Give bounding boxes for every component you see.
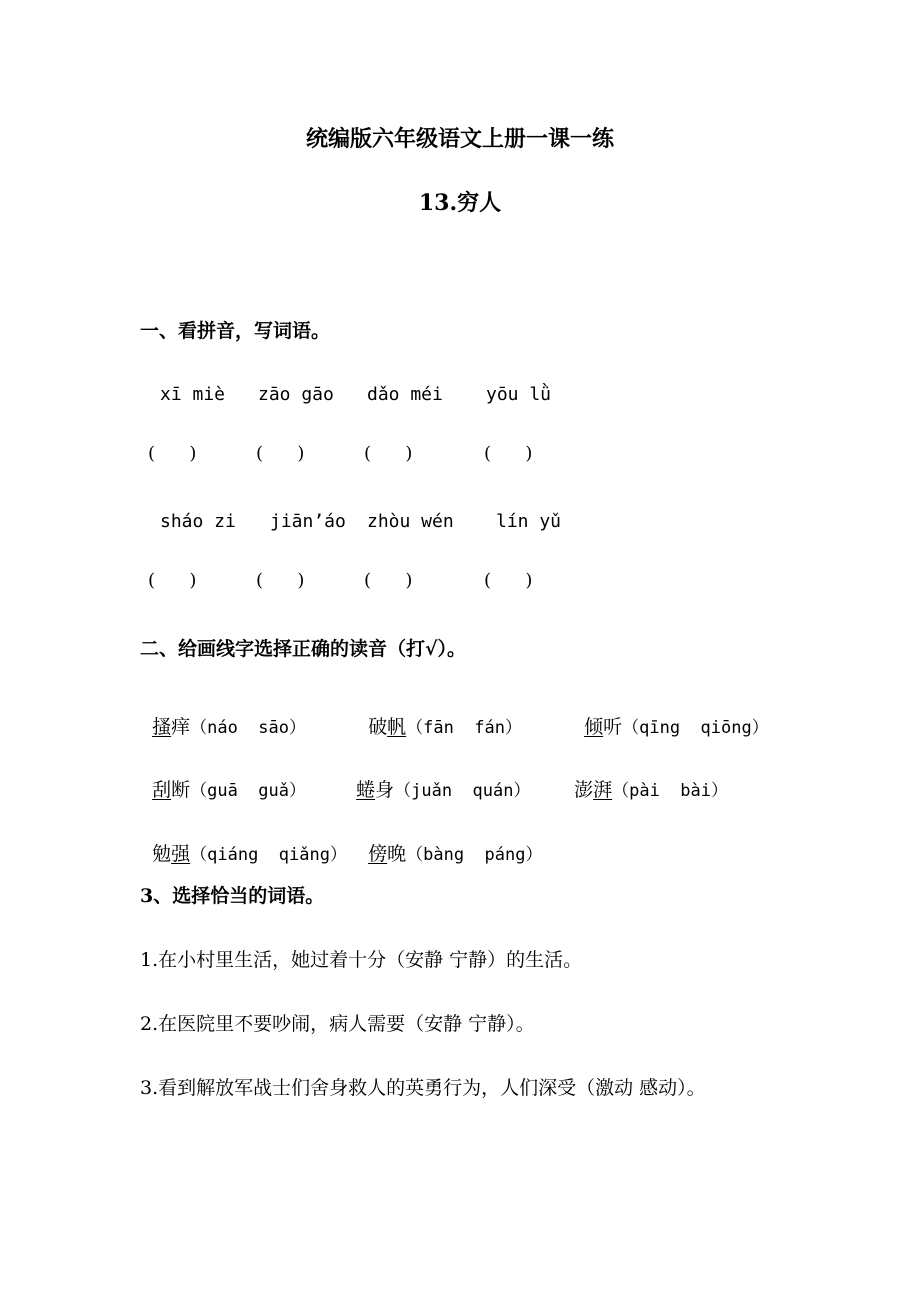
answer-blank-7[interactable]: ( ): [364, 570, 413, 591]
reading-item-1[interactable]: 搔痒（náo sāo）: [152, 716, 307, 738]
pinyin-7: zhòu wén: [367, 511, 454, 532]
reading-options: （náo sāo）: [190, 718, 307, 738]
reading-item-2[interactable]: 破帆（fān fán）: [368, 716, 523, 738]
reading-options: （juǎn quán）: [394, 781, 531, 801]
pinyin-5: sháo zi: [160, 511, 236, 532]
underlined-char: 倾: [584, 716, 604, 738]
section3-heading: 3、选择恰当的词语。: [140, 885, 325, 907]
pinyin-6: jiān’áo: [270, 511, 346, 532]
pinyin-2: zāo gāo: [258, 384, 334, 405]
answer-blank-4[interactable]: ( ): [484, 443, 533, 464]
pinyin-3: dǎo méi: [367, 384, 443, 405]
underlined-char: 湃: [593, 779, 613, 801]
reading-options: （qīng qiōng）: [622, 718, 769, 738]
underlined-char: 傍: [368, 843, 388, 865]
reading-item-3[interactable]: 倾听（qīng qiōng）: [584, 716, 769, 738]
section2-heading: 二、给画线字选择正确的读音（打√）。: [140, 638, 466, 660]
reading-options: （fān fán）: [406, 718, 523, 738]
answer-blank-3[interactable]: ( ): [364, 443, 413, 464]
sentence-2: 2.在医院里不要吵闹，病人需要（安静 宁静）。: [140, 1013, 535, 1035]
underlined-char: 刮: [152, 779, 172, 801]
reading-item-7[interactable]: 勉强（qiáng qiǎng）: [152, 843, 347, 865]
lesson-title: 13.穷人: [418, 190, 502, 216]
answer-blank-1[interactable]: ( ): [148, 443, 197, 464]
reading-options: （qiáng qiǎng）: [190, 845, 347, 865]
answer-blank-5[interactable]: ( ): [148, 570, 197, 591]
reading-item-4[interactable]: 刮断（guā guǎ）: [152, 779, 307, 801]
pinyin-1: xī miè: [160, 384, 226, 405]
sentence-3: 3.看到解放军战士们舍身救人的英勇行为，人们深受（激动 感动）。: [140, 1077, 706, 1099]
reading-item-6[interactable]: 澎湃（pài bài）: [574, 779, 729, 801]
underlined-char: 蜷: [356, 779, 376, 801]
pinyin-4: yōu lǜ: [486, 384, 552, 405]
underlined-char: 强: [171, 843, 191, 865]
pinyin-8: lín yǔ: [496, 511, 562, 532]
underlined-char: 帆: [387, 716, 407, 738]
answer-blank-2[interactable]: ( ): [256, 443, 305, 464]
underlined-char: 搔: [152, 716, 172, 738]
answer-blank-6[interactable]: ( ): [256, 570, 305, 591]
section1-heading: 一、看拼音，写词语。: [140, 320, 331, 342]
reading-options: （guā guǎ）: [190, 781, 307, 801]
page-title: 统编版六年级语文上册一课一练: [305, 126, 614, 152]
reading-item-8[interactable]: 傍晚（bàng páng）: [368, 843, 543, 865]
reading-item-5[interactable]: 蜷身（juǎn quán）: [356, 779, 531, 801]
sentence-1: 1.在小村里生活，她过着十分（安静 宁静）的生活。: [140, 949, 583, 971]
reading-options: （pài bài）: [612, 781, 729, 801]
reading-options: （bàng páng）: [406, 845, 543, 865]
answer-blank-8[interactable]: ( ): [484, 570, 533, 591]
